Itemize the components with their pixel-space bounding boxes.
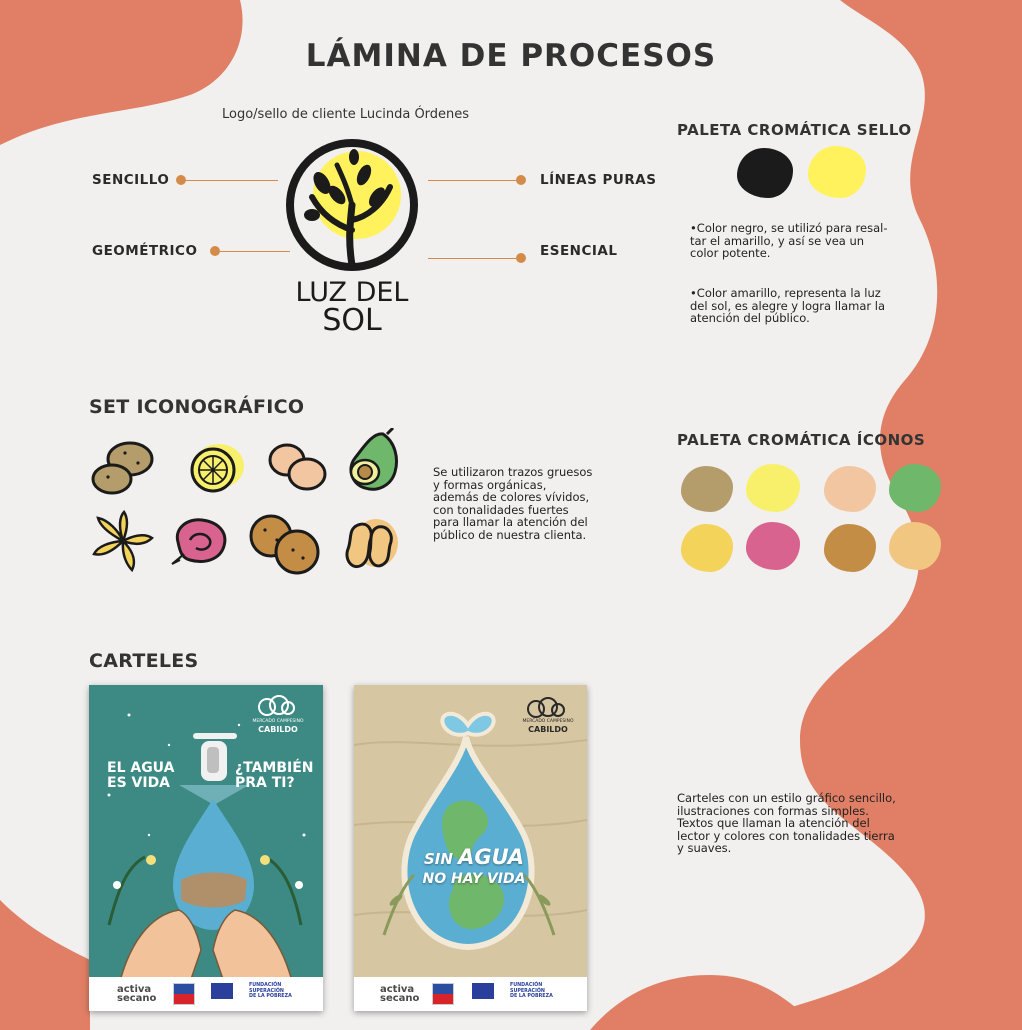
connector-dot xyxy=(176,175,186,185)
sello-note-yellow: •Color amarillo, representa la luz del sol, es alegre y logra llamar la atención del público. xyxy=(690,286,886,325)
sun-tree-logo-icon xyxy=(282,135,422,275)
activa-secano-logo xyxy=(380,985,419,1003)
poster-right-text xyxy=(235,761,314,791)
footer-org-2: SUPERACIÓN xyxy=(249,988,284,994)
connector-line xyxy=(186,180,278,181)
peanuts-icon xyxy=(340,513,402,573)
palette-swatch xyxy=(824,524,876,572)
footer-brand-1: activa xyxy=(117,984,152,995)
palette-iconos-heading: PALETA CROMÁTICA ÍCONOS xyxy=(677,431,926,449)
footer-brand-2: secano xyxy=(380,993,420,1004)
poster-left-text xyxy=(107,761,174,791)
flower-icon xyxy=(90,510,156,572)
keyword-lineas-puras: LÍNEAS PURAS xyxy=(540,172,657,188)
palette-swatch xyxy=(681,524,733,572)
lemon-icon xyxy=(185,440,247,496)
potato-icon xyxy=(90,435,158,499)
poster-left-text-1: EL AGUA xyxy=(107,760,175,776)
eu-flag-icon xyxy=(211,983,233,999)
logo-subtitle: Logo/sello de cliente Lucinda Órdenes xyxy=(222,107,470,122)
footer-org-1: FUNDACIÓN xyxy=(510,983,543,988)
palette-swatch xyxy=(681,466,733,512)
footer-org-1: FUNDACIÓN xyxy=(249,983,282,988)
footer-org-2: SUPERACIÓN xyxy=(510,988,545,994)
palette-swatch xyxy=(889,522,941,570)
poster-left-text-2: ES VIDA xyxy=(107,775,171,791)
connector-dot xyxy=(516,175,526,185)
poster-el-agua-es-vida xyxy=(89,685,323,1011)
fruit-basket-icon xyxy=(257,691,295,717)
chile-gov-logo xyxy=(173,983,195,1005)
onions-icon xyxy=(247,510,325,576)
footer-org-3: DE LA POBREZA xyxy=(249,994,292,999)
connector-dot xyxy=(516,253,526,263)
keyword-esencial: ESENCIAL xyxy=(540,243,618,259)
carteles-heading: CARTELES xyxy=(89,650,199,672)
brand-line-1: LUZ DEL xyxy=(295,277,409,308)
poster-main-text-2: NO HAY VIDA xyxy=(422,871,526,887)
poster-text-agua: AGUA xyxy=(458,845,525,869)
fundacion-logo xyxy=(249,983,292,1000)
activa-secano-logo xyxy=(117,985,156,1003)
iconografico-heading: SET ICONOGRÁFICO xyxy=(89,396,305,418)
connector-dot xyxy=(210,246,220,256)
poster-sin-agua-no-hay-vida xyxy=(354,685,587,1011)
sello-note-black: •Color negro, se utilizó para resal- tar el amarillo, y así se vea un color potente. xyxy=(690,221,888,260)
eggs-icon xyxy=(265,438,329,494)
poster-footer xyxy=(354,977,587,1011)
bottom-left-blob xyxy=(0,900,90,1030)
connector-line xyxy=(428,180,516,181)
palette-swatch xyxy=(746,464,800,512)
connector-line xyxy=(220,251,290,252)
palette-swatch xyxy=(889,464,941,512)
poster-brand-small: MERCADO CAMPESINO xyxy=(522,719,574,724)
fundacion-logo xyxy=(510,983,553,1000)
poster-right-text-2: PRA TI? xyxy=(235,775,295,791)
footer-brand-2: secano xyxy=(117,993,157,1004)
poster-footer xyxy=(89,977,323,1011)
poster-brand-small: MERCADO CAMPESINO xyxy=(252,719,304,724)
palette-sello-heading: PALETA CROMÁTICA SELLO xyxy=(677,121,912,139)
brand-line-2: SOL xyxy=(322,303,382,338)
keyword-geometrico: GEOMÉTRICO xyxy=(92,243,198,259)
brand-wordmark xyxy=(282,277,422,338)
poster-brand: CABILDO xyxy=(258,725,298,734)
iconografico-description: Se utilizaron trazos gruesos y formas orgánicas, además de colores vívidos, con tonalidades fuertes para llamar la atención del público de nuestra clienta. xyxy=(433,465,593,542)
palette-swatch xyxy=(746,522,800,570)
rose-icon xyxy=(168,512,234,568)
chile-gov-logo xyxy=(432,983,454,1005)
keyword-sencillo: SENCILLO xyxy=(92,172,170,188)
footer-brand-1: activa xyxy=(380,984,415,995)
palette-swatch xyxy=(737,148,793,198)
palette-swatch xyxy=(824,466,876,512)
footer-org-3: DE LA POBREZA xyxy=(510,994,553,999)
eu-flag-icon xyxy=(472,983,494,999)
avocado-icon xyxy=(343,428,403,494)
poster-text-sin: SIN xyxy=(423,850,453,868)
carteles-description: Carteles con un estilo gráfico sencillo, ilustraciones con formas simples. Textos que llaman la atención del lector y colores con tonalidades tierra y suaves. xyxy=(677,791,896,855)
palette-swatch xyxy=(808,146,866,198)
poster-right-text-1: ¿TAMBIÉN xyxy=(235,760,314,776)
page-title: LÁMINA DE PROCESOS xyxy=(305,38,717,74)
connector-line xyxy=(428,258,516,259)
poster-brand: CABILDO xyxy=(528,725,568,734)
fruit-basket-icon xyxy=(526,695,566,719)
poster-main-text-1 xyxy=(404,845,544,869)
bottom-mid-blob xyxy=(590,975,820,1030)
